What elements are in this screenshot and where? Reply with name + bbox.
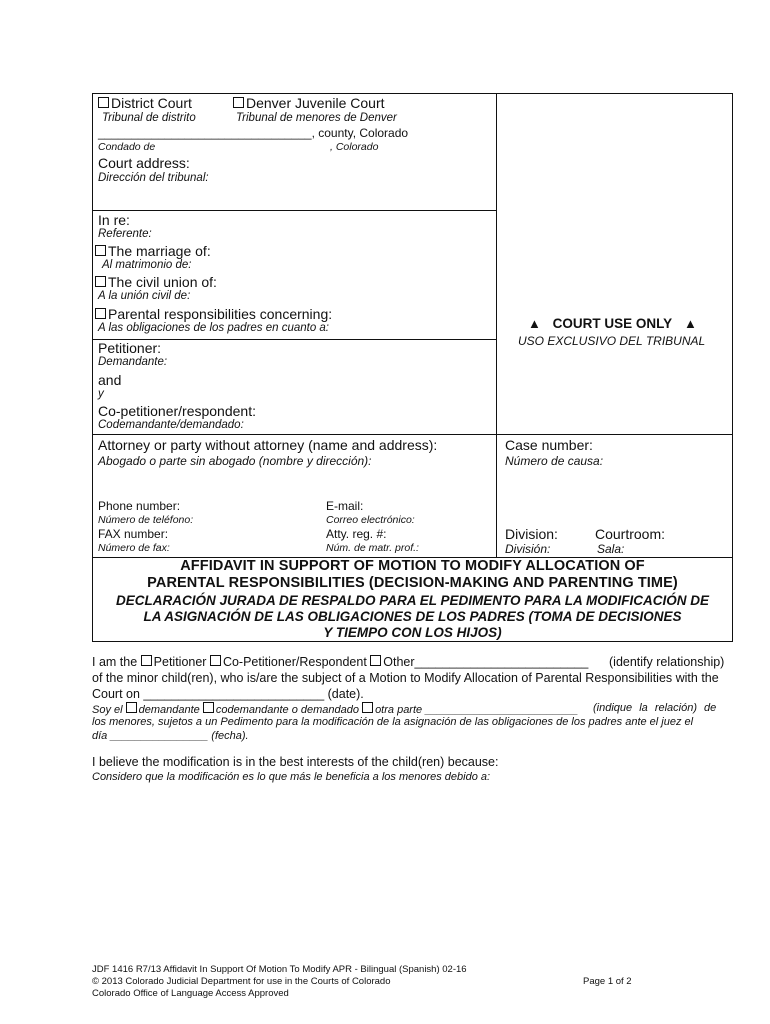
courtroom-es: Sala: <box>597 542 625 556</box>
district-court-es: Tribunal de distrito <box>102 112 196 124</box>
case-number-es: Número de causa: <box>505 454 604 468</box>
county-line: ________________________________, county, Colorado <box>98 126 409 140</box>
marriage-es: Al matrimonio de: <box>102 259 192 271</box>
denver-juvenile-option[interactable]: Denver Juvenile Court <box>233 95 385 111</box>
copetitioner-es: Codemandante/demandado: <box>98 419 244 431</box>
marriage-option[interactable]: The marriage of: <box>95 243 211 259</box>
demandante-option[interactable]: demandante <box>126 704 200 716</box>
denver-juvenile-es: Tribunal de menores de Denver <box>236 112 397 124</box>
body-es-line1: Soy el demandante codemandante o demandado otra parte _________________________ <box>92 704 579 716</box>
petitioner-es: Demandante: <box>98 356 168 368</box>
believe-statement: I believe the modification is in the best interests of the child(ren) because: <box>92 755 499 769</box>
attorney-es: Abogado o parte sin abogado (nombre y dirección): <box>98 454 372 468</box>
footer-page-number: Page 1 of 2 <box>583 976 632 987</box>
parental-option[interactable]: Parental responsibilities concerning: <box>95 306 332 322</box>
colorado-es: , Colorado <box>330 141 379 153</box>
body-line2: of the minor child(ren), who is/are the subject of a Motion to Modify Allocation of Parental Responsibilities with the <box>92 671 719 685</box>
body-line3: Court on __________________________ (date). <box>92 687 364 701</box>
fax-es: Número de fax: <box>98 542 170 554</box>
atty-reg-label: Atty. reg. #: <box>326 527 387 541</box>
division-label: Division: <box>505 526 558 542</box>
checkbox-icon[interactable] <box>203 702 214 713</box>
body-es-line3: día ________________ (fecha). <box>92 730 249 742</box>
identify-relationship: (identify relationship) <box>609 655 725 669</box>
footer-form-id: JDF 1416 R7/13 Affidavit In Support Of Motion To Modify APR - Bilingual (Spanish) 02-16 <box>92 964 467 975</box>
relationship-line: I am the Petitioner Co-Petitioner/Respondent Other_________________________ <box>92 655 589 669</box>
court-address-es: Dirección del tribunal: <box>98 172 209 184</box>
believe-statement-es: Considero que la modificación es lo que más le beneficia a los menores debido a: <box>92 771 491 783</box>
division-es: División: <box>505 542 551 556</box>
county-es: Condado de <box>98 141 156 153</box>
checkbox-icon[interactable] <box>95 245 106 256</box>
caption-divider-vertical <box>496 93 497 557</box>
phone-es: Número de teléfono: <box>98 514 194 526</box>
body-es-line2: los menores, sujetos a un Pedimento para la modificación de la asignación de las obligaciones de los padres ante el juez el <box>92 716 694 728</box>
form-title-es-line2: LA ASIGNACIÓN DE LAS OBLIGACIONES DE LOS PADRES (TOMA DE DECISIONES <box>143 609 682 624</box>
in-re-label: In re: <box>98 212 130 228</box>
checkbox-icon[interactable] <box>95 276 106 287</box>
checkbox-icon[interactable] <box>362 702 373 713</box>
checkbox-icon[interactable] <box>370 655 381 666</box>
court-use-only: ▲ COURT USE ONLY ▲ <box>528 316 697 331</box>
checkbox-icon[interactable] <box>126 702 137 713</box>
fax-label: FAX number: <box>98 527 169 541</box>
petitioner-label: Petitioner: <box>98 340 162 356</box>
form-title-line2: PARENTAL RESPONSIBILITIES (DECISION-MAKING AND PARENTING TIME) <box>147 575 678 591</box>
arrow-up-icon: ▲ <box>683 316 697 331</box>
checkbox-icon[interactable] <box>141 655 152 666</box>
case-number-label: Case number: <box>505 437 593 453</box>
courtroom-label: Courtroom: <box>595 526 666 542</box>
form-title-line1: AFFIDAVIT IN SUPPORT OF MOTION TO MODIFY ALLOCATION OF <box>180 558 645 574</box>
codemandante-option[interactable]: codemandante o demandado <box>203 704 359 716</box>
copetitioner-option[interactable]: Co-Petitioner/Respondent <box>210 655 367 669</box>
court-use-only-es: USO EXCLUSIVO DEL TRIBUNAL <box>518 334 706 348</box>
arrow-up-icon: ▲ <box>528 316 541 331</box>
civil-union-es: A la unión civil de: <box>98 290 191 302</box>
footer-copyright: © 2013 Colorado Judicial Department for use in the Courts of Colorado <box>92 976 391 987</box>
parties-divider <box>92 434 733 435</box>
court-section-divider <box>92 210 496 211</box>
checkbox-icon[interactable] <box>95 308 106 319</box>
otra-parte-option[interactable]: otra parte _________________________ <box>362 704 578 716</box>
and-label: and <box>98 372 122 388</box>
email-label: E-mail: <box>326 499 364 513</box>
and-es: y <box>98 388 104 400</box>
indique-relacion: (indique la relación) de <box>593 702 717 714</box>
in-re-es: Referente: <box>98 228 152 240</box>
phone-label: Phone number: <box>98 499 181 513</box>
civil-union-option[interactable]: The civil union of: <box>95 274 217 290</box>
checkbox-icon[interactable] <box>233 97 244 108</box>
court-address-label: Court address: <box>98 155 190 171</box>
form-title-es-line3: Y TIEMPO CON LOS HIJOS) <box>323 625 502 640</box>
parental-es: A las obligaciones de los padres en cuanto a: <box>98 322 330 334</box>
footer-approval: Colorado Office of Language Access Approved <box>92 988 289 999</box>
checkbox-icon[interactable] <box>210 655 221 666</box>
attorney-label: Attorney or party without attorney (name and address): <box>98 437 438 453</box>
copetitioner-label: Co-petitioner/respondent: <box>98 403 256 419</box>
form-title-es-line1: DECLARACIÓN JURADA DE RESPALDO PARA EL PEDIMENTO PARA LA MODIFICACIÓN DE <box>115 593 710 608</box>
petitioner-option[interactable]: Petitioner <box>141 655 207 669</box>
atty-reg-es: Núm. de matr. prof.: <box>326 542 419 554</box>
checkbox-icon[interactable] <box>98 97 109 108</box>
email-es: Correo electrónico: <box>326 514 415 526</box>
district-court-option[interactable]: District Court <box>98 95 192 111</box>
other-option[interactable]: Other_________________________ <box>370 655 588 669</box>
